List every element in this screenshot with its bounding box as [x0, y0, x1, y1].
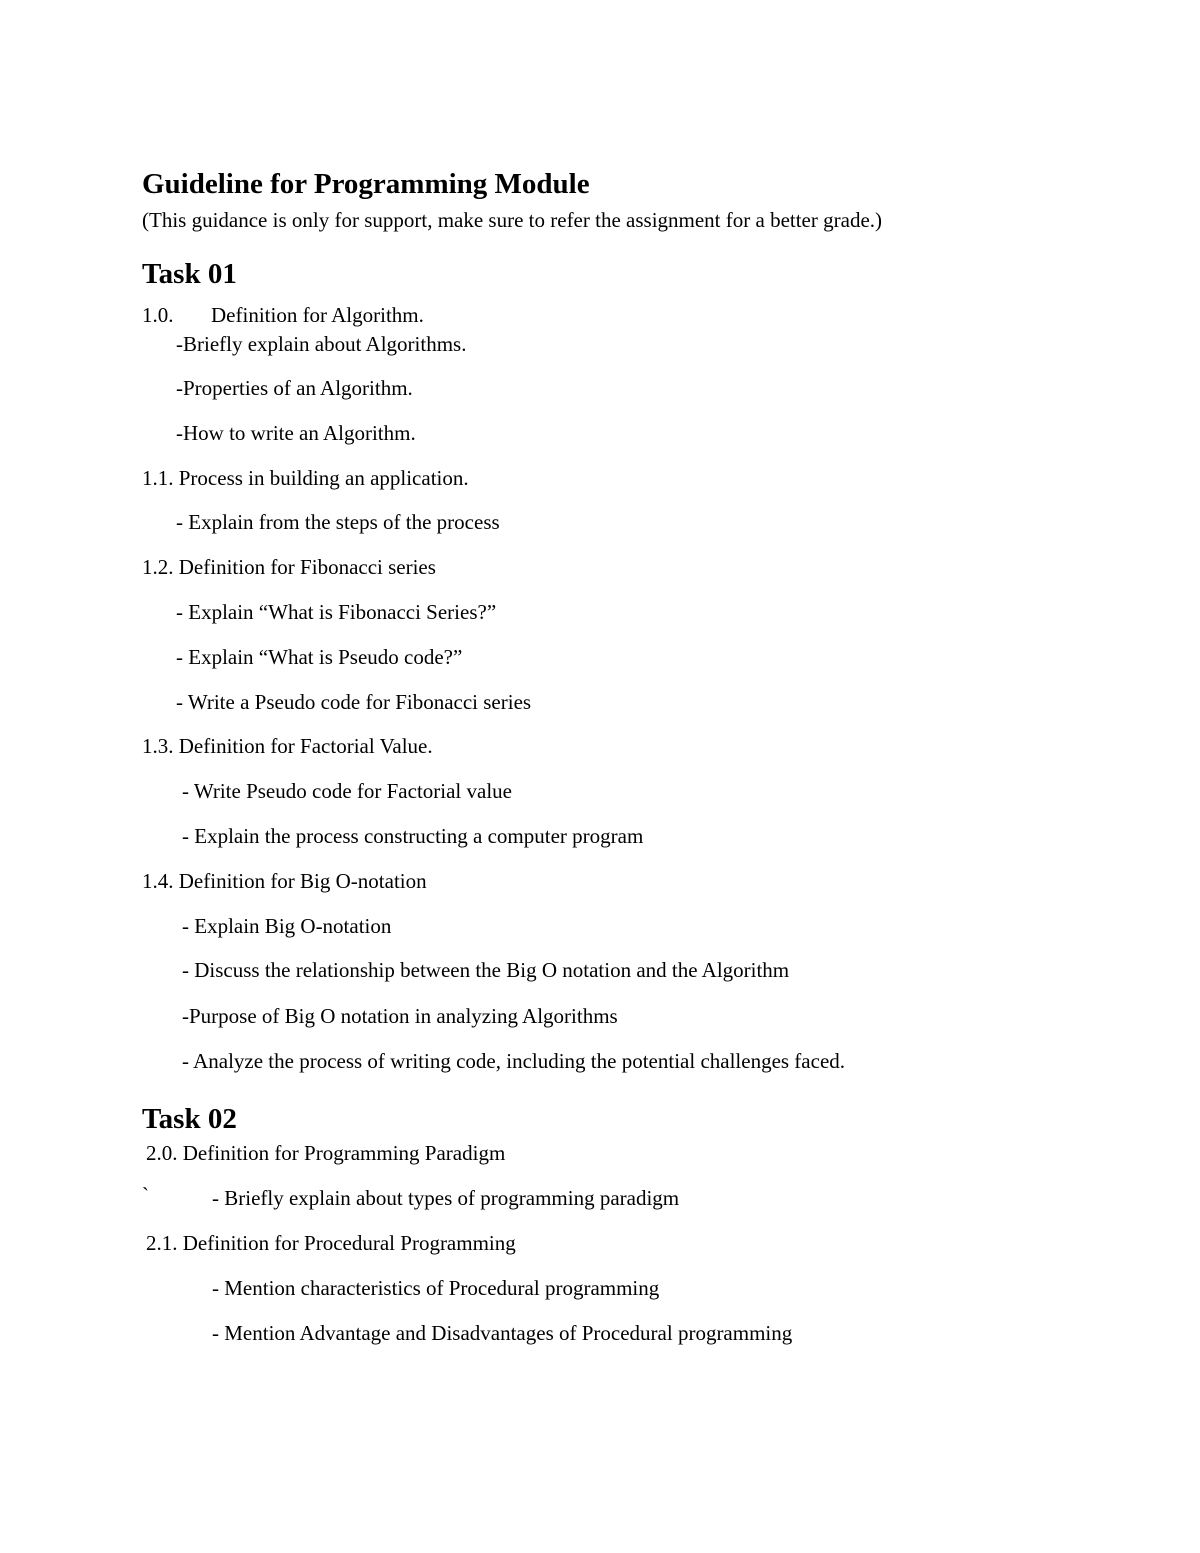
list-item: -Properties of an Algorithm. — [176, 376, 413, 400]
list-item: - Mention characteristics of Procedural programming — [212, 1276, 660, 1300]
list-item: -How to write an Algorithm. — [176, 421, 416, 445]
section-1-0-heading — [142, 301, 424, 329]
list-item: -Briefly explain about Algorithms. — [176, 332, 467, 356]
list-item: -Purpose of Big O notation in analyzing Algorithms — [182, 1004, 618, 1028]
section-1-4-heading: 1.4. Definition for Big O-notation — [142, 869, 427, 893]
section-2-1-heading: 2.1. Definition for Procedural Programming — [146, 1231, 516, 1255]
document-title: Guideline for Programming Module — [142, 168, 590, 200]
section-1-2-heading: 1.2. Definition for Fibonacci series — [142, 555, 436, 579]
list-item: - Briefly explain about types of programming paradigm — [212, 1186, 680, 1210]
list-item: - Write Pseudo code for Factorial value — [182, 779, 512, 803]
task-01-heading: Task 01 — [142, 258, 237, 290]
list-item: - Discuss the relationship between the Big O notation and the Algorithm — [182, 958, 790, 982]
list-item: - Explain “What is Pseudo code?” — [176, 645, 463, 669]
section-1-0-number: 1.0. — [142, 303, 174, 327]
list-item: - Explain from the steps of the process — [176, 510, 500, 534]
task-02-heading: Task 02 — [142, 1103, 237, 1135]
section-1-0-text: Definition for Algorithm. — [211, 303, 424, 327]
list-item: - Write a Pseudo code for Fibonacci series — [176, 690, 532, 714]
list-item: - Analyze the process of writing code, including the potential challenges faced. — [182, 1049, 846, 1073]
section-1-1-heading: 1.1. Process in building an application. — [142, 466, 469, 490]
section-1-3-heading: 1.3. Definition for Factorial Value. — [142, 734, 433, 758]
section-2-0-heading: 2.0. Definition for Programming Paradigm — [146, 1141, 506, 1165]
list-item: - Explain the process constructing a computer program — [182, 824, 644, 848]
list-item: - Explain Big O-notation — [182, 914, 392, 938]
list-item: - Explain “What is Fibonacci Series?” — [176, 600, 497, 624]
document-note: (This guidance is only for support, make sure to refer the assignment for a better grade.) — [142, 208, 883, 232]
stray-mark: ` — [142, 1183, 149, 1207]
list-item: - Mention Advantage and Disadvantages of Procedural programming — [212, 1321, 793, 1345]
